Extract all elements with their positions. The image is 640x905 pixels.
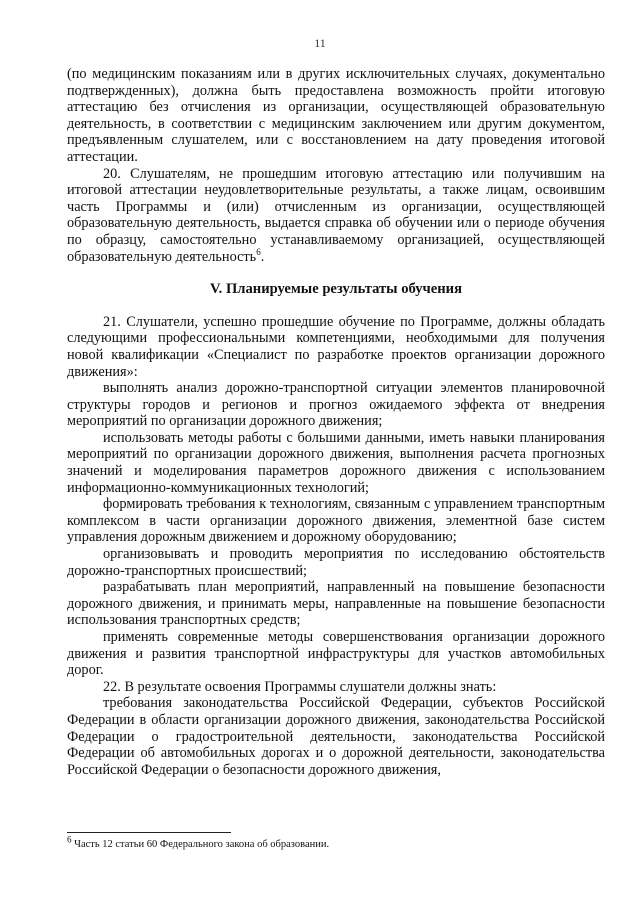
competency-item: применять современные методы совершенствования организации дорожного движения и развития транспортной инфраструктуры для участков автомобильных дорог. [67, 629, 605, 679]
competency-item: организовывать и проводить мероприятия по исследованию обстоятельств дорожно-транспортных происшествий; [67, 546, 605, 579]
paragraph-21: 21. Слушатели, успешно прошедшие обучение по Программе, должны обладать следующими профессиональными компетенциями, необходимыми для получения новой квалификации «Специалист по разработке проектов организации дорожного движения»: [67, 313, 605, 380]
competency-item: разрабатывать план мероприятий, направленный на повышение безопасности дорожного движения, и принимать меры, направленные на повышение безопасности использования транспортных средств; [67, 579, 605, 629]
knowledge-item: требования законодательства Российской Федерации, субъектов Российской Федерации в области организации дорожного движения, законодательства Российской Федерации о градостроительной деятельности, законодательства Российской Федерации об автомобильных дорогах и о дорожной деятельности, законодательства Российской Федерации о безопасности дорожного движения, [67, 695, 605, 778]
footnote [67, 834, 607, 851]
paragraph-22: 22. В результате освоения Программы слушатели должны знать: [103, 678, 497, 695]
footnote-text: Часть 12 статьи 60 Федерального закона об образовании. [74, 839, 330, 850]
paragraph-20 [67, 166, 605, 266]
paragraph-20-text: 20. Слушателям, не прошедшим итоговую аттестацию или получившим на итоговой аттестации неудовлетворительные результаты, а также лицам, освоившим часть Программы и (или) отчисленным из организации, осуществляющей образовательную деятельность, выдается справка об обучении или о периоде обучения по образцу, самостоятельно устанавливаемому организацией, осуществляющей образовательную деятельность [67, 165, 605, 265]
footnote-marker: 6 [67, 834, 72, 845]
competency-item: использовать методы работы с большими данными, иметь навыки планирования мероприятий по организации дорожного движения, выполнения расчета прогнозных значений и моделирования параметров дорожного движения с использованием информационно-коммуникационных технологий; [67, 429, 605, 496]
footnote-reference[interactable]: 6 [256, 246, 261, 257]
page-number: 11 [314, 36, 326, 50]
paragraph-20-end: . [260, 248, 265, 265]
footnote-divider [67, 832, 231, 833]
section-heading: V. Планируемые результаты обучения [210, 281, 462, 298]
document-body [67, 66, 605, 778]
paragraph-continuation: (по медицинским показаниям или в других исключительных случаях, документально подтвержденных), должна быть предоставлена возможность пройти итоговую аттестацию без отчисления из организации, осуществляющей образовательную деятельность, в соответствии с медицинским заключением или другим документом, предъявленным слушателем, или с восстановлением на дату проведения итоговой аттестации. [67, 66, 605, 165]
competency-item: формировать требования к технологиям, связанным с управлением транспортным комплексом в части организации дорожного движения, элементной базе систем управления дорожным движением и дорожному оборудованию; [67, 496, 605, 546]
competency-item: выполнять анализ дорожно-транспортной ситуации элементов планировочной структуры городов и регионов и прогноз ожидаемого эффекта от внедрения мероприятий по организации дорожного движения; [67, 380, 605, 430]
